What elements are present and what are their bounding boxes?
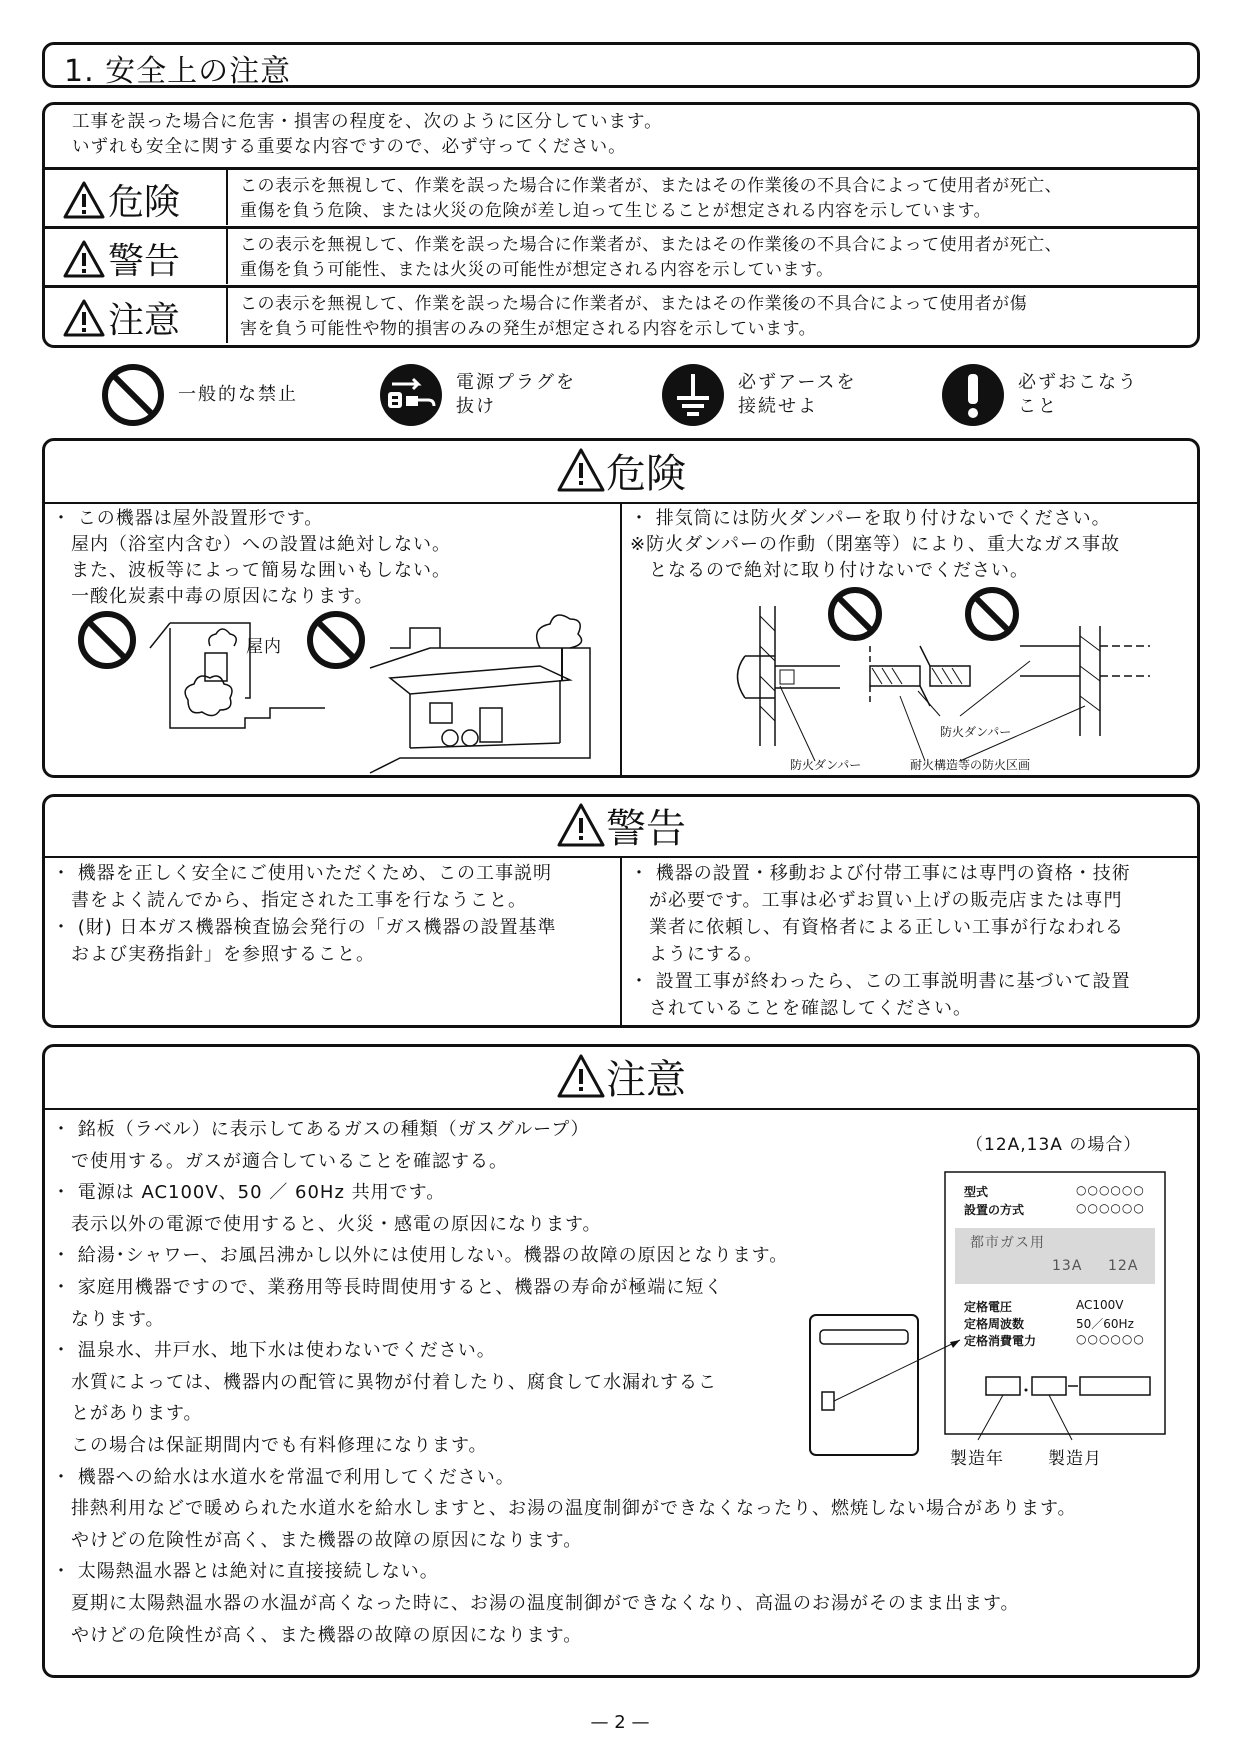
- symbol-label: こと: [1018, 396, 1058, 417]
- intro-line-1: 工事を誤った場合に危害・損害の程度を、次のように区分しています。: [72, 112, 663, 132]
- warning-right-text: [630, 860, 1131, 1022]
- indoor-installation-illustration: [70, 608, 620, 776]
- warning-triangle-icon: [62, 298, 106, 338]
- text-line: この場合は保証期間内でも有料修理になります。: [52, 1434, 488, 1456]
- plate-power-label: 定格消費電力: [964, 1334, 1037, 1348]
- plate-freq-label: 定格周波数: [964, 1317, 1025, 1331]
- caution-heading-label: 注意: [606, 1056, 686, 1103]
- unplug-icon: [378, 362, 444, 428]
- text-line: 表示以外の電源で使用すると、火災・感電の原因になります。: [52, 1213, 602, 1235]
- text-line: ・ 銘板（ラベル）に表示してあるガスの種類（ガスグループ）: [52, 1119, 590, 1140]
- signal-row-warning: [42, 226, 1200, 284]
- warning-triangle-icon: [62, 180, 106, 220]
- text-line: ・ 機器への給水は水道水を常温で利用してください。: [52, 1466, 515, 1488]
- ground-icon: [660, 362, 726, 428]
- section-title: 1. 安全上の注意: [64, 54, 292, 89]
- symbol-prohibition: [100, 362, 298, 428]
- plate-voltage-label: 定格電圧: [964, 1300, 1013, 1314]
- text-line: 書をよく読んでから、指定された工事を行なうこと。: [52, 890, 527, 911]
- prohibition-icon: [100, 362, 166, 428]
- signal-row-caution: [42, 285, 1200, 343]
- indoor-label: 屋内: [246, 637, 282, 657]
- text-line: ・ 太陽熱温水器とは絶対に直接接続しない。: [52, 1561, 439, 1583]
- text-line: となるので絶対に取り付けないでください。: [630, 560, 1029, 581]
- text-line: 排熱利用などで暖められた水道水を給水しますと、お湯の温度制御ができなくなったり、燃焼しない場合があります。: [52, 1498, 1077, 1520]
- danger-heading: [42, 442, 1200, 498]
- signal-row-danger: [42, 167, 1200, 225]
- symbol-ground: [660, 362, 857, 428]
- label-case-note: （12A,13A の場合）: [966, 1135, 1142, 1155]
- plate-install-label: 設置の方式: [964, 1203, 1025, 1217]
- text-line: やけどの危険性が高く、また機器の故障の原因になります。: [52, 1529, 583, 1551]
- plate-model-value: ○○○○○○: [1076, 1183, 1145, 1197]
- danger-heading-label: 危険: [606, 450, 686, 497]
- symbol-label: 電源プラグを: [456, 372, 576, 393]
- damper-label-1: 防火ダンパー: [940, 725, 1012, 739]
- page-number: — 2 —: [590, 1712, 650, 1733]
- signal-desc-line: 重傷を負う可能性、または火災の可能性が想定される内容を示しています。: [240, 260, 834, 280]
- signal-label-caution: 注意: [108, 300, 181, 341]
- signal-desc-line: 害を負う可能性や物的損害のみの発生が想定される内容を示しています。: [240, 319, 817, 339]
- symbol-label: 必ずアースを: [738, 372, 857, 393]
- mfg-year-label: 製造年: [950, 1449, 1004, 1469]
- warning-heading: [42, 798, 1200, 852]
- text-line: ・ 機器を正しく安全にご使用いただくため、この工事説明: [52, 863, 552, 884]
- mfg-month-label: 製造月: [1048, 1449, 1102, 1469]
- plate-model-label: 型式: [964, 1185, 989, 1199]
- warning-triangle-icon: [556, 1053, 606, 1099]
- text-line: 夏期に太陽熱温水器の水温が高くなった時に、お湯の温度制御ができなくなり、高温のお湯がそのまま出ます。: [52, 1592, 1020, 1614]
- danger-right-text: [630, 506, 1120, 584]
- text-line: ・ 機器の設置・移動および付帯工事には専門の資格・技術: [630, 863, 1131, 884]
- text-line: および実務指針」を参照すること。: [52, 944, 375, 965]
- mandatory-icon: [940, 362, 1006, 428]
- fire-compartment-label: 耐火構造等の防火区画: [910, 758, 1031, 772]
- signal-label-warning: 警告: [108, 241, 181, 282]
- symbol-label: 一般的な禁止: [178, 384, 298, 405]
- symbol-mandatory: [940, 362, 1138, 428]
- text-line: 一酸化炭素中毒の原因になります。: [52, 586, 374, 607]
- text-line: 屋内（浴室内含む）への設置は絶対しない。: [52, 534, 451, 555]
- fire-damper-illustration: [700, 586, 1180, 776]
- text-line: で使用する。ガスが適合していることを確認する。: [52, 1150, 508, 1172]
- text-line: されていることを確認してください。: [630, 998, 972, 1019]
- plate-gas-13a: 13A: [1052, 1258, 1083, 1274]
- warning-triangle-icon: [556, 802, 606, 848]
- symbol-label: 抜け: [456, 396, 496, 417]
- signal-desc-line: この表示を無視して、作業を誤った場合に作業者が、またはその作業後の不具合によって使用者が死亡、: [240, 176, 1063, 196]
- text-line: なります。: [52, 1308, 165, 1330]
- text-line: が必要です。工事は必ずお買い上げの販売店または専門: [630, 890, 1123, 911]
- warning-heading-label: 警告: [606, 805, 686, 852]
- plate-install-value: ○○○○○○: [1076, 1201, 1145, 1215]
- symbol-label: 接続せよ: [738, 396, 818, 417]
- signal-label-danger: 危険: [108, 182, 181, 223]
- intro-line-2: いずれも安全に関する重要な内容ですので、必ず守ってください。: [72, 137, 627, 157]
- text-line: 業者に依頼し、有資格者による正しい工事が行なわれる: [630, 917, 1124, 938]
- plate-gas-12a: 12A: [1108, 1258, 1139, 1274]
- text-line: 水質によっては、機器内の配管に異物が付着したり、腐食して水漏れするこ: [52, 1371, 717, 1393]
- text-line: ・ 給湯･シャワー、お風呂沸かし以外には使用しない。機器の故障の原因となります。: [52, 1245, 789, 1267]
- text-line: やけどの危険性が高く、また機器の故障の原因になります。: [52, 1624, 583, 1646]
- danger-left-text: [52, 506, 451, 610]
- text-line: ・ 温泉水、井戸水、地下水は使わないでください。: [52, 1340, 496, 1362]
- plate-freq-value: 50／60Hz: [1076, 1317, 1134, 1331]
- symbol-label: 必ずおこなう: [1018, 372, 1138, 393]
- text-line: ・ この機器は屋外設置形です。: [52, 508, 324, 529]
- plate-gas-label: 都市ガス用: [970, 1235, 1045, 1251]
- warning-triangle-icon: [556, 447, 606, 493]
- text-line: ※防火ダンパーの作動（閉塞等）により、重大なガス事故: [630, 534, 1120, 555]
- text-line: ・ 家庭用機器ですので、業務用等長時間使用すると、機器の寿命が極端に短く: [52, 1276, 724, 1298]
- warning-left-text: [52, 860, 557, 968]
- text-line: ・ 設置工事が終わったら、この工事説明書に基づいて設置: [630, 971, 1131, 992]
- signal-desc-line: この表示を無視して、作業を誤った場合に作業者が、またはその作業後の不具合によって使用者が死亡、: [240, 235, 1063, 255]
- text-line: ・ 排気筒には防火ダンパーを取り付けないでください。: [630, 508, 1111, 529]
- caution-heading: [42, 1048, 1200, 1104]
- text-line: ようにする。: [630, 944, 763, 965]
- symbol-unplug: [378, 362, 576, 428]
- plate-power-value: ○○○○○○: [1076, 1332, 1145, 1346]
- text-line: また、波板等によって簡易な囲いもしない。: [52, 560, 451, 581]
- damper-label-2: 防火ダンパー: [790, 758, 862, 772]
- text-line: ・ (財) 日本ガス機器検査協会発行の「ガス機器の設置基準: [52, 917, 557, 938]
- text-line: とがあります。: [52, 1403, 203, 1425]
- signal-desc-line: この表示を無視して、作業を誤った場合に作業者が、またはその作業後の不具合によって使用者が傷: [240, 294, 1028, 314]
- signal-desc-line: 重傷を負う危険、または火災の危険が差し迫って生じることが想定される内容を示しています。: [240, 201, 992, 221]
- plate-voltage-value: AC100V: [1076, 1298, 1124, 1312]
- warning-triangle-icon: [62, 239, 106, 279]
- text-line: ・ 電源は AC100V、50 ／ 60Hz 共用です。: [52, 1182, 446, 1204]
